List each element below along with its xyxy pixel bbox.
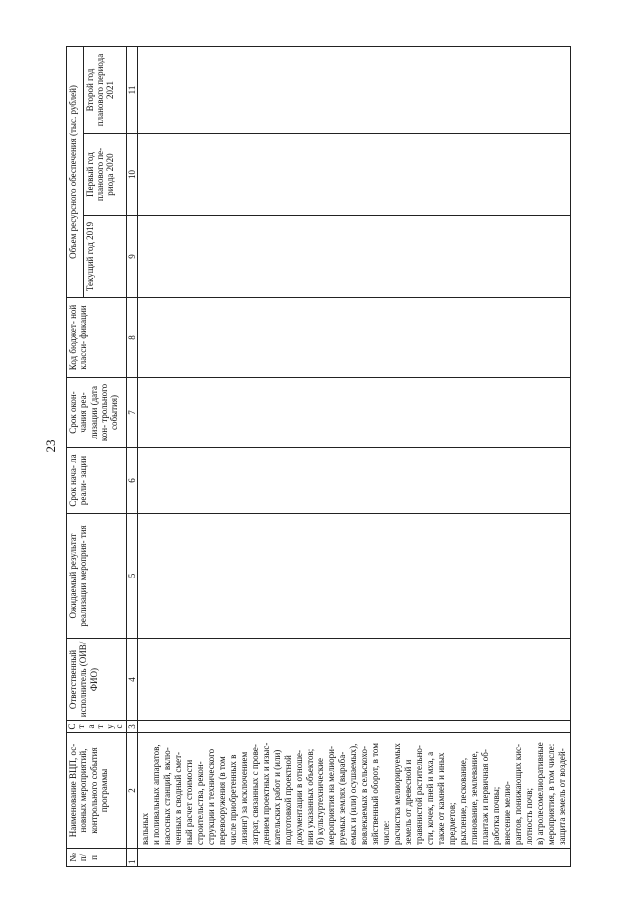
- rotated-table-sheet: [66, 47, 606, 867]
- cell-executor: [137, 639, 570, 721]
- header-budget-code: Код бюджет- ной класси- фикации: [67, 298, 127, 378]
- header-expected-result: Ожидаемый результат реализации мероприя- тия: [67, 514, 127, 639]
- page-number: 23: [43, 439, 58, 453]
- header-second-plan-year: Второй год планового периода 2021: [83, 46, 126, 133]
- cell-status: [137, 721, 570, 733]
- cell-number: [137, 849, 570, 867]
- header-executor: Ответственный исполнитель (ОИВ/ФИО): [67, 639, 127, 721]
- program-table: [66, 46, 571, 867]
- col-number-6: 6: [126, 448, 137, 514]
- col-number-10: 10: [126, 134, 137, 216]
- cell-budget-code: [137, 298, 570, 378]
- cell-second-plan-year: [137, 46, 570, 133]
- col-number-3: 3: [126, 721, 137, 733]
- header-number: № п/ п: [67, 849, 127, 867]
- cell-expected-result: [137, 514, 570, 639]
- header-current-year: Текущий год 2019: [83, 216, 126, 298]
- col-number-7: 7: [126, 378, 137, 448]
- col-number-11: 11: [126, 46, 137, 133]
- col-number-2: 2: [126, 733, 137, 849]
- col-number-4: 4: [126, 639, 137, 721]
- header-resources-group: Объем ресурсного обеспечения (тыс. рублей): [67, 46, 84, 297]
- col-number-9: 9: [126, 216, 137, 298]
- cell-first-plan-year: [137, 134, 570, 216]
- header-end-date: Срок окон- чания реа- лизации (дата кон- трольного события): [67, 378, 127, 448]
- col-number-1: 1: [126, 849, 137, 867]
- cell-description: вальных и поливальных аппаратов, насосных станций, вклю- ченных в сводный смет- ный расчет стоимости строительства, рекон- струкции и технического перевооружения (в том числе приобретенных в лизинг) за исключением затрат, связанных с прове- дением проектных и изыс- кательских работ и (или) подготовкой проектной документации в отноше- нии указанных объектов; б) культуртехнические мероприятия на мелиори- руемых землях (выраба- емых и (или) осушаемых), вовлекаемых в сельскохо- зяйственный оборот, в том числе: расчистка мелиорируемых земель от древесной и травянистой растительно- сти, кочек, пней и мха, а также от камней и иных предметов; рыхление, пескование, глинование, землевание, плантаж и первичная об- работка почвы; внесение мелио- рантов, понижающих кис- лотность почв; в) агролесомелиоративные мероприятия, в том числе: защита земель от воздей-: [137, 733, 570, 849]
- cell-end-date: [137, 378, 570, 448]
- cell-current-year: [137, 216, 570, 298]
- header-status: С т а т у с: [67, 721, 127, 733]
- header-name: Наименование ВЦП, ос- новных мероприятий, контрольного события программы: [67, 733, 127, 849]
- header-start-date: Срок нача- ла реали- зации: [67, 448, 127, 514]
- col-number-5: 5: [126, 514, 137, 639]
- cell-start-date: [137, 448, 570, 514]
- col-number-8: 8: [126, 298, 137, 378]
- header-first-plan-year: Первый год планового пе- риода 2020: [83, 134, 126, 216]
